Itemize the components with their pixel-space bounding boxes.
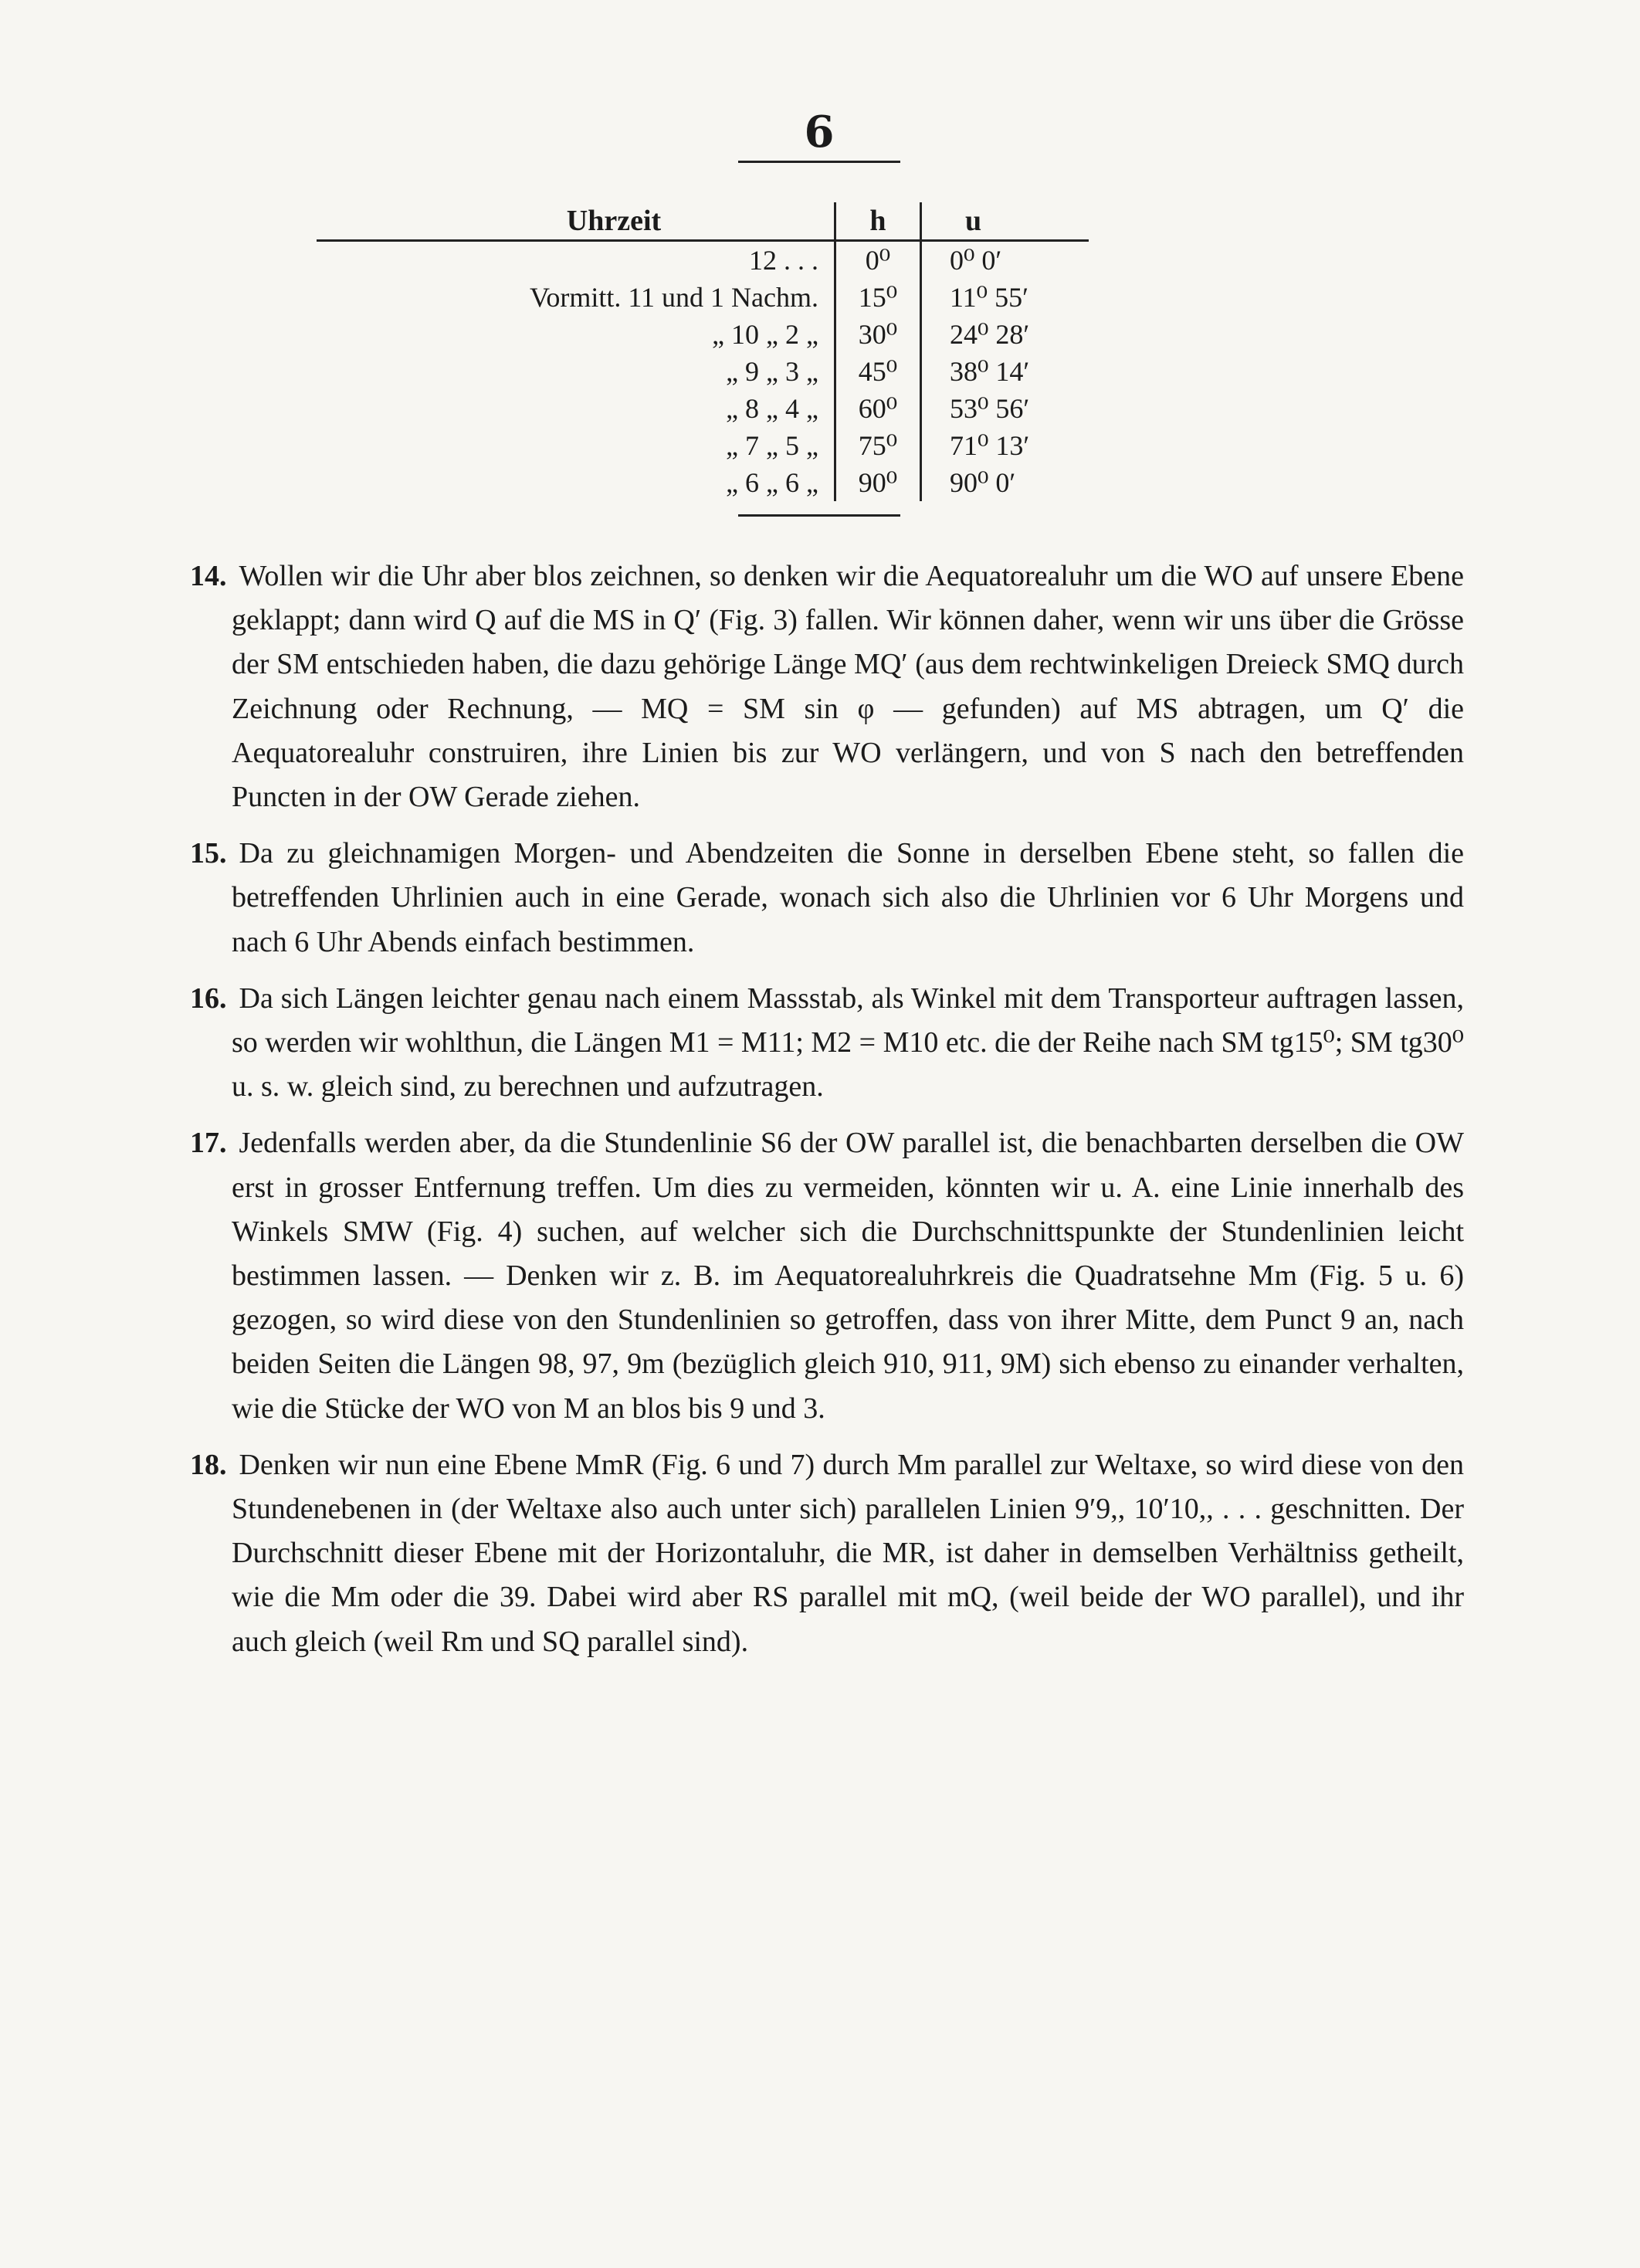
paragraph-text: Da sich Längen leichter genau nach einem Massstab, als Winkel mit dem Transporteur auftragen lassen, so werden wir wohlthun, die Längen M1 = M11; M2 = M10 etc. die der Reihe nach SM tg15⁰; SM tg30⁰ u. s. w. gleich sind, zu berechnen und aufzutragen. (232, 981, 1464, 1103)
column-header-uhrzeit: Uhrzeit (317, 202, 835, 241)
table-row (317, 353, 1089, 390)
time-cell: „ 8 „ 4 „ (726, 393, 818, 424)
h-cell: 15⁰ (835, 279, 921, 316)
h-cell: 30⁰ (835, 316, 921, 353)
paragraph-15 (190, 832, 1464, 964)
top-rule (738, 161, 900, 163)
paragraph-17 (190, 1121, 1464, 1430)
bottom-rule (738, 514, 900, 517)
column-header-h: h (835, 202, 921, 241)
paragraph-number: 16. (190, 981, 227, 1015)
table-row (317, 390, 1089, 427)
hour-angle-table (317, 202, 1089, 501)
paragraph-number: 15. (190, 837, 227, 870)
time-cell: „ 6 „ 6 „ (726, 467, 818, 498)
table-row (317, 427, 1089, 464)
time-cell: „ 10 „ 2 „ (712, 319, 818, 350)
table-row (317, 279, 1089, 316)
table-header-row (317, 202, 1089, 241)
time-cell: „ 9 „ 3 „ (726, 356, 818, 387)
paragraph-16 (190, 977, 1464, 1110)
paragraph-number: 17. (190, 1127, 227, 1160)
paragraph-text: Denken wir nun eine Ebene MmR (Fig. 6 und 7) durch Mm parallel zur Weltaxe, so wird diese von den Stundenebenen in (der Weltaxe also auch unter sich) parallelen Linien 9′9,, 10′10,, . . . geschnitten. Der Durchschnitt dieser Ebene mit der Horizontaluhr, die MR, ist daher in demselben Verhältniss getheilt, wie die Mm oder die 39. Dabei wird aber RS parallel mit mQ, (weil beide der WO parallel), und ihr auch gleich (weil Rm und SQ parallel sind). (232, 1448, 1464, 1658)
paragraph-text: Wollen wir die Uhr aber blos zeichnen, so denken wir die Aequatorealuhr um die WO auf unsere Ebene geklappt; dann wird Q auf die MS in Q′ (Fig. 3) fallen. Wir können daher, wenn wir uns über die Grösse der SM entschieden haben, die dazu gehörige Länge MQ′ (aus dem rechtwinkeligen Dreieck SMQ durch Zeichnung oder Rechnung, — MQ = SM sin φ — gefunden) auf MS abtragen, um Q′ die Aequatorealuhr construiren, ihre Linien bis zur WO verlängern, und von S nach den betreffenden Puncten in der OW Gerade ziehen. (232, 560, 1464, 814)
paragraph-number: 14. (190, 560, 227, 592)
u-cell: 71⁰ 13′ (921, 427, 1089, 464)
u-cell: 53⁰ 56′ (921, 390, 1089, 427)
u-cell: 24⁰ 28′ (921, 316, 1089, 353)
u-cell: 11⁰ 55′ (921, 279, 1089, 316)
h-cell: 75⁰ (835, 427, 921, 464)
paragraph-18 (190, 1443, 1464, 1664)
time-cell: 12 . . . (749, 245, 818, 276)
paragraph-text: Da zu gleichnamigen Morgen- und Abendzeiten die Sonne in derselben Ebene steht, so fallen die betreffenden Uhrlinien auch in eine Gerade, wonach sich also die Uhrlinien vor 6 Uhr Morgens und nach 6 Uhr Abends einfach bestimmen. (232, 837, 1464, 958)
time-cell: „ 7 „ 5 „ (726, 430, 818, 461)
h-cell: 90⁰ (835, 464, 921, 501)
u-cell: 90⁰ 0′ (921, 464, 1089, 501)
table-row (317, 316, 1089, 353)
u-cell: 0⁰ 0′ (921, 241, 1089, 280)
h-cell: 60⁰ (835, 390, 921, 427)
paragraph-number: 18. (190, 1448, 227, 1481)
body-text (190, 554, 1464, 1676)
column-header-u: u (921, 202, 1089, 241)
time-cell: Vormitt. 11 und 1 Nachm. (530, 282, 818, 313)
u-cell: 38⁰ 14′ (921, 353, 1089, 390)
h-cell: 45⁰ (835, 353, 921, 390)
table-row (317, 241, 1089, 280)
h-cell: 0⁰ (835, 241, 921, 280)
paragraph-14 (190, 554, 1464, 819)
table-row (317, 464, 1089, 501)
page-number: 6 (804, 107, 836, 158)
paragraph-text: Jedenfalls werden aber, da die Stundenlinie S6 der OW parallel ist, die benachbarten derselben die OW erst in grosser Entfernung treffen. Um dies zu vermeiden, könnten wir u. A. eine Linie innerhalb des Winkels SMW (Fig. 4) suchen, auf welcher sich die Durchschnittspunkte der Stundenlinien leicht bestimmen lassen. — Denken wir z. B. im Aequatorealuhrkreis die Quadratsehne Mm (Fig. 5 u. 6) gezogen, so wird diese von den Stundenlinien so getroffen, dass von ihrer Mitte, dem Punct 9 an, nach beiden Seiten die Längen 98, 97, 9m (bezüglich gleich 910, 911, 9M) sich ebenso zu einander verhalten, wie die Stücke der WO von M an blos bis 9 und 3. (232, 1127, 1464, 1425)
